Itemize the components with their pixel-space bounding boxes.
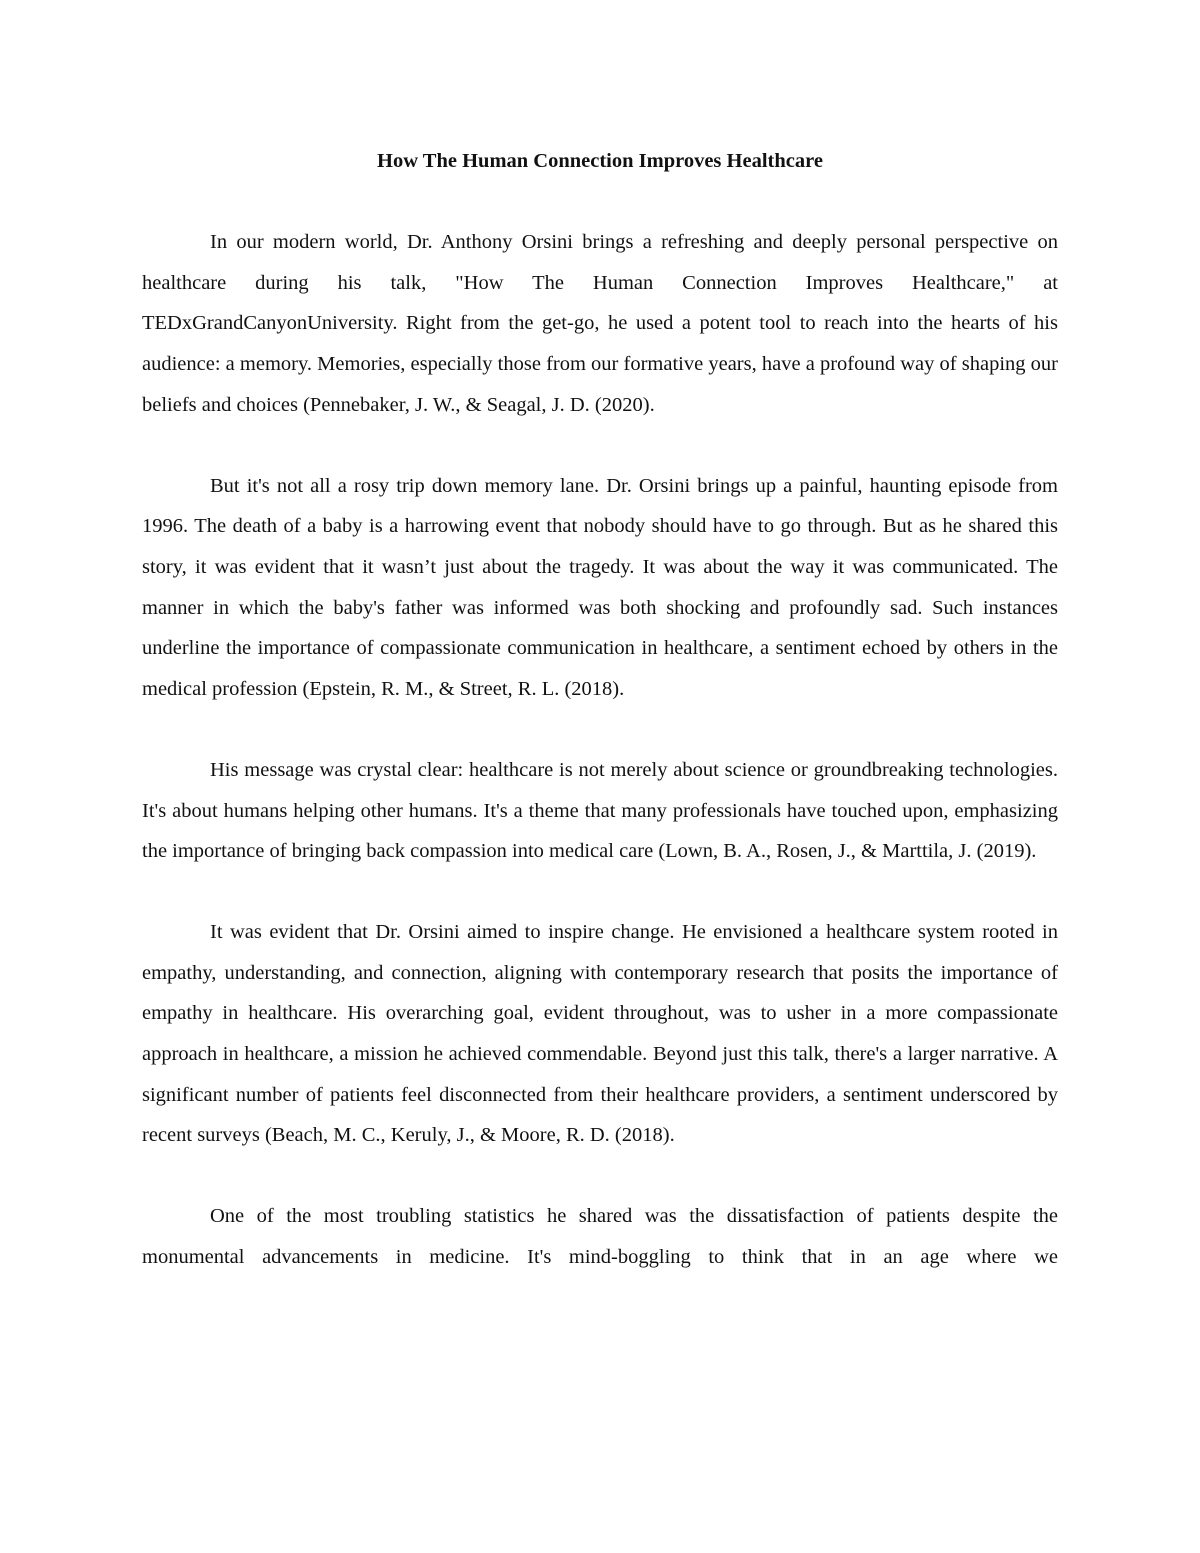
document-title: How The Human Connection Improves Healthcare <box>377 150 823 172</box>
document-body <box>142 141 1058 1278</box>
paragraph-5: One of the most troubling statistics he shared was the dissatisfaction of patients despite the monumental advancements in medicine. It's mind-boggling to think that in an age where we <box>142 1205 1058 1269</box>
paragraph-4: It was evident that Dr. Orsini aimed to inspire change. He envisioned a healthcare system rooted in empathy, understanding, and connection, aligning with contemporary research that posits the importance of empathy in healthcare. His overarching goal, evident throughout, was to usher in a more compassionate approach in healthcare, a mission he achieved commendable. Beyond just this talk, there's a larger narrative. A significant number of patients feel disconnected from their healthcare providers, a sentiment underscored by recent surveys (Beach, M. C., Keruly, J., & Moore, R. D. (2018). <box>142 921 1058 1147</box>
paragraph-3: His message was crystal clear: healthcare is not merely about science or groundbreaking technologies. It's about humans helping other humans. It's a theme that many professionals have touched upon, emphasizing the importance of bringing back compassion into medical care (Lown, B. A., Rosen, J., & Marttila, J. (2019). <box>142 758 1058 863</box>
paragraph-2: But it's not all a rosy trip down memory lane. Dr. Orsini brings up a painful, haunting episode from 1996. The death of a baby is a harrowing event that nobody should have to go through. But as he shared this story, it was evident that it wasn’t just about the tragedy. It was about the way it was communicated. The manner in which the baby's father was informed was both shocking and profoundly sad. Such instances underline the importance of compassionate communication in healthcare, a sentiment echoed by others in the medical profession (Epstein, R. M., & Street, R. L. (2018). <box>142 474 1058 700</box>
paragraph-1: In our modern world, Dr. Anthony Orsini brings a refreshing and deeply personal perspective on healthcare during his talk, "How The Human Connection Improves Healthcare," at TEDxGrandCanyonUniversity. Right from the get-go, he used a potent tool to reach into the hearts of his audience: a memory. Memories, especially those from our formative years, have a profound way of shaping our beliefs and choices (Pennebaker, J. W., & Seagal, J. D. (2020). <box>142 231 1058 416</box>
